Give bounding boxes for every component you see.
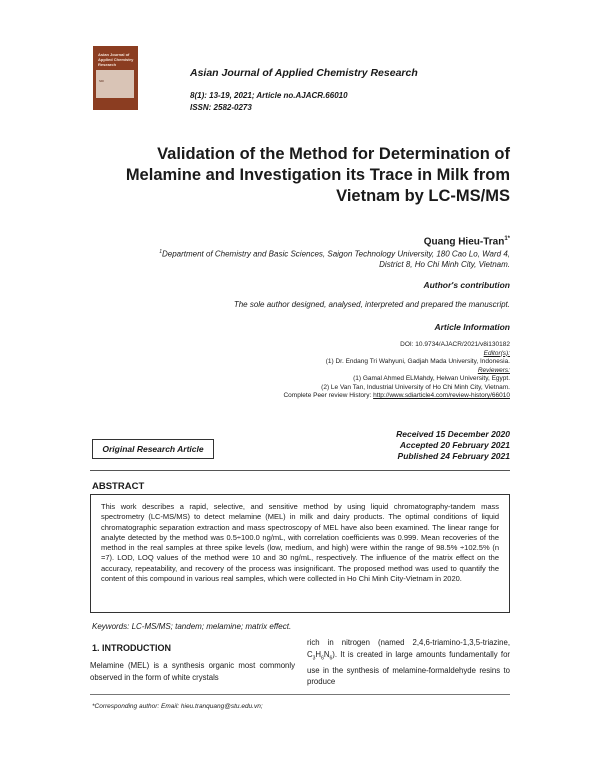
volume-line: 8(1): 13-19, 2021; Article no.AJACR.66010 <box>190 91 348 100</box>
reviewer-item: (2) Le Van Tan, Industrial University of Ho Chi Minh City, Vietnam. <box>321 383 510 391</box>
journal-volume <box>190 90 348 114</box>
editor-label: Editor(s): <box>483 349 510 357</box>
author-name: Quang Hieu-Tran <box>423 236 505 248</box>
affiliation-line: Department of Chemistry and Basic Sciences, Saigon Technology University, 180 Cao Lo, Ward 4, <box>161 249 510 259</box>
affiliation-sup: 1 <box>159 249 162 255</box>
paper-title <box>120 144 510 207</box>
title-line: Validation of the Method for Determination of <box>157 145 510 163</box>
reviewers-label: Reviewers: <box>477 366 510 374</box>
intro-col1: Melamine (MEL) is a synthesis organic most commonly observed in the form of white crystals <box>90 661 295 682</box>
article-info-heading: Article Information <box>434 322 510 332</box>
cover-journal-name: Asian Journal of Applied Chemistry Research <box>98 52 134 67</box>
title-line: Melamine and Investigation its Trace in Milk from <box>125 166 510 184</box>
published-date: Published 24 February 2021 <box>397 451 510 461</box>
abstract-heading: ABSTRACT <box>92 481 145 492</box>
author-sup: 1* <box>504 236 510 242</box>
author <box>300 236 510 247</box>
section-heading: 1. INTRODUCTION <box>92 643 172 653</box>
article-type: Original Research Article <box>102 444 204 454</box>
editor-item: (1) Dr. Endang Tri Wahyuni, Gadjah Mada University, Indonesia. <box>325 358 510 365</box>
doi: DOI: 10.9734/AJACR/2021/v8i130182 <box>400 341 510 348</box>
cover-band <box>96 70 134 98</box>
history-label: Complete Peer review History: <box>283 392 374 399</box>
dates <box>300 429 510 462</box>
footnote: *Corresponding author: Email: hieu.tranquang@stu.edu.vn; <box>92 703 263 710</box>
issn-line: ISSN: 2582-0273 <box>190 103 252 112</box>
cover-tag: SDI <box>99 79 105 83</box>
journal-name: Asian Journal of Applied Chemistry Research <box>190 67 418 79</box>
review-history-link[interactable]: http://www.sdiarticle4.com/review-history/66010 <box>373 392 510 399</box>
title-line: Vietnam by LC-MS/MS <box>336 187 510 205</box>
contribution-text: The sole author designed, analysed, interpreted and prepared the manuscript. <box>233 300 510 309</box>
divider <box>90 470 510 471</box>
accepted-date: Accepted 20 February 2021 <box>399 440 510 450</box>
article-info <box>150 341 510 401</box>
journal-cover-image <box>93 46 138 110</box>
affiliation <box>90 247 510 271</box>
keywords: Keywords: LC-MS/MS; tandem; melamine; matrix effect. <box>92 622 292 631</box>
intro-col2: rich in nitrogen (named 2,4,6-triamino-1,3,5-triazine, $C_3H_6N_6$). It is created in large amounts fundamentally for use in the synthesis of melamine-formaldehyde resins to produce <box>307 638 510 687</box>
abstract-text: This work describes a rapid, selective, and sensitive method by using liquid chromatography-tandem mass spectrometry (LC-MS/MS) to detect melamine (MEL) in milk and dairy products. The optimal conditions of liquid chromatographic separation extraction and mass spectroscopy of MEL have also been examined. The linear range for analyte detected by the method was 0.5÷100.0 ng/mL, with correlation coefficients was 0.999. Mean recoveries of the method in the real samples at three spike levels (low, medium, and high) were within the range of 98.5% ÷102.5% (n =7). LOD, LOQ values of the method were 10 and 30 ng/mL, respectively. The influence of the matrix effect on the accuracy, repeatability, and recovery of the process was insignificant. The proposed method was used to quantify the content of this compound in various real samples, which were collected in Ho Chi Minh City-Vietnam in 2020. <box>101 502 499 584</box>
abstract-box <box>90 494 510 613</box>
received-date: Received 15 December 2020 <box>396 429 510 439</box>
affiliation-line: District 8, Ho Chi Minh City, Vietnam. <box>379 260 510 270</box>
article-type-box <box>92 439 214 459</box>
footnote-divider <box>90 694 510 695</box>
contribution-heading: Author's contribution <box>423 280 510 290</box>
reviewer-item: (1) Gamal Ahmed ELMahdy, Helwan University, Egypt. <box>353 375 510 382</box>
